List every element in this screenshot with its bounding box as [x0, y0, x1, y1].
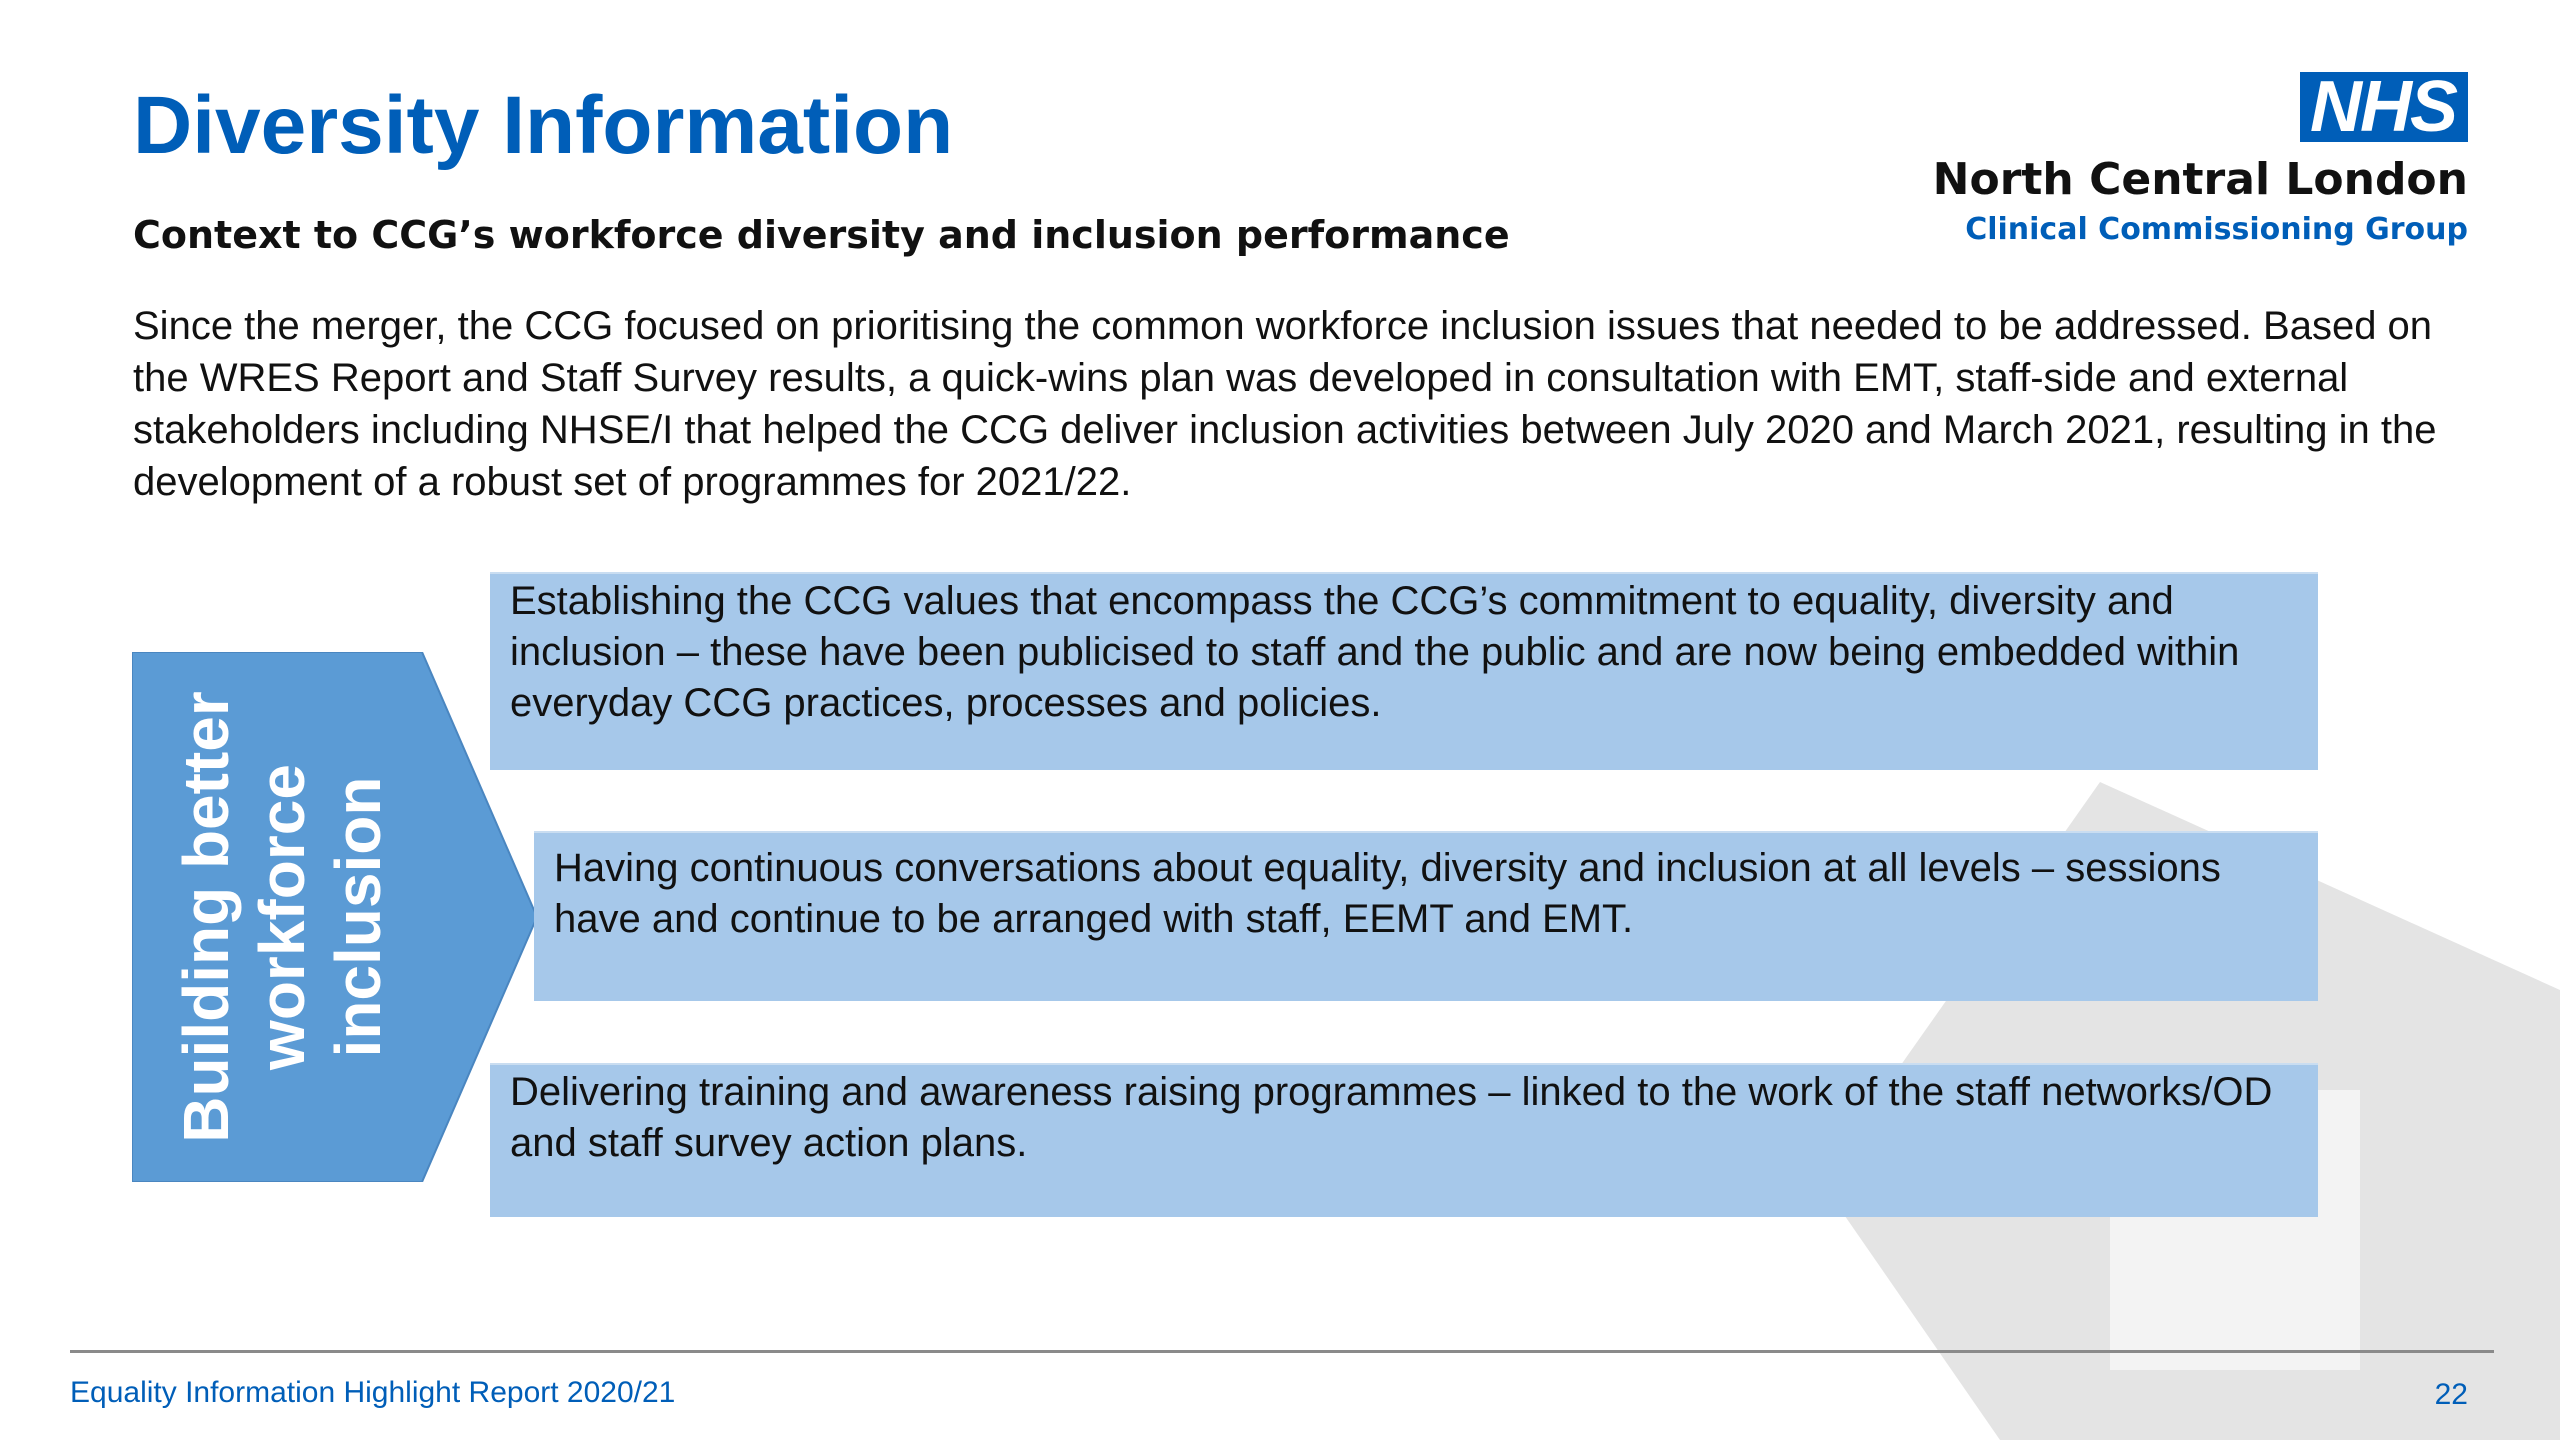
footer-report-title: Equality Information Highlight Report 2020/21 [70, 1376, 676, 1409]
point-box-conversations: Having continuous conversations about equality, diversity and inclusion at all levels – sessions have and continue to be arranged with staff, EEMT and EMT. [534, 831, 2318, 1001]
org-subtitle: Clinical Commissioning Group [1965, 212, 2468, 247]
org-name: North Central London [1932, 154, 2468, 205]
chevron-label-box [132, 652, 432, 1182]
point-box-values: Establishing the CCG values that encompass the CCG’s commitment to equality, diversity and inclusion – these have been publicised to staff and the public and are now being embedded within everyday CCG practices, processes and policies. [490, 572, 2318, 770]
page-subtitle: Context to CCG’s workforce diversity and inclusion performance [133, 213, 1510, 257]
nhs-badge: NHS [2300, 72, 2468, 142]
point-box-training: Delivering training and awareness raising programmes – linked to the work of the staff networks/OD and staff survey action plans. [490, 1063, 2318, 1217]
chevron-label: Building better workforce inclusion [170, 691, 394, 1143]
nhs-logo [1932, 67, 2468, 250]
page-number: 22 [2434, 1378, 2468, 1411]
page-title: Diversity Information [133, 80, 954, 171]
footer-divider [70, 1350, 2494, 1353]
intro-paragraph: Since the merger, the CCG focused on prioritising the common workforce inclusion issues that needed to be addressed. Based on the WRES Report and Staff Survey results, a quick-wins plan was developed in consultation with EMT, staff-side and external stakeholders including NHSE/I that helped the CCG deliver inclusion activities between July 2020 and March 2021, resulting in the development of a robust set of programmes for 2021/22. [133, 304, 2437, 504]
